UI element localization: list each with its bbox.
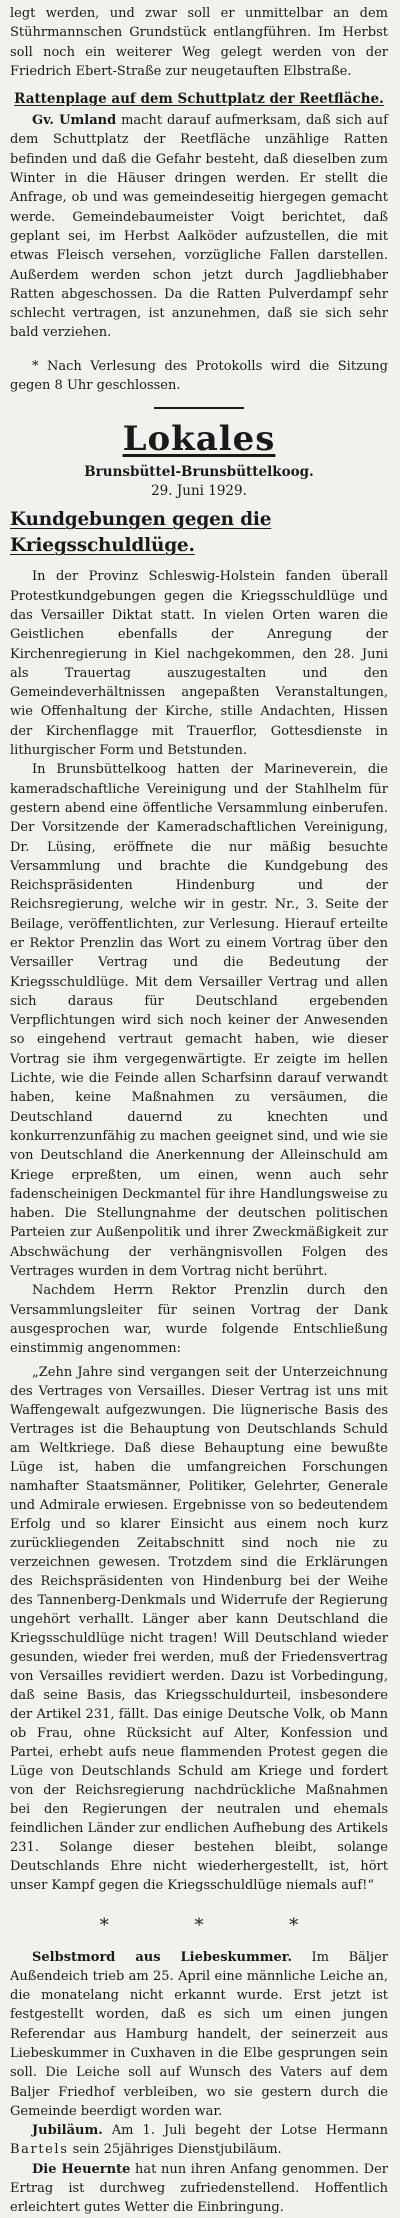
- closing-star: *: [32, 358, 39, 374]
- section-divider: [154, 407, 244, 409]
- article-heading: Kundgebungen gegen die Kriegsschuldlüge.: [10, 509, 272, 557]
- closing-text: Nach Verlesung des Protokolls wird die Sitzung gegen 8 Uhr geschlossen.: [10, 358, 388, 394]
- rats-text: macht darauf aufmerksam, daß sich auf dem Schuttplatz der Reetfläche unzählige Ratten befinden und daß die Gefahr besteht, daß dieselben zum Winter in die Häuser dringen werden. Er stellt die Anfrage, ob und was gemeindeseitig hiergegen gemacht werde. Gemeindebaumeister Voigt berichtet, daß geplant sei, im Herbst Aalköder aufzustellen, die mit etwas Fleisch versehen, vorzügliche Fallen darstellen. Außerdem werden schon jetzt durch Jagdliebhaber Ratten abgeschossen. Da die Ratten Pulverdampf sehr schlecht vertragen, ist anzunehmen, daß sie sich sehr bald verziehen.: [10, 113, 388, 341]
- news-harvest: [10, 2160, 388, 2218]
- section-title: Lokales: [122, 419, 276, 460]
- news-harvest-lead: Die Heuernte: [32, 2161, 131, 2177]
- article-paragraph-2: In Brunsbüttelkoog hatten der Marineverein, die kameradschaftliche Vereinigung und der Stahlhelm für gestern abend eine öffentliche Versammlung einberufen. Der Vorsitzende der Kameradschaftlichen Vereinigung, Dr. Lüsing, eröffnete die nur mäßig besuchte Versammlung und brachte die Kundgebung des Reichspräsidenten Hindenburg und der Reichsregierung, welche wir in gestr. Nr., 3. Seite der Beilage, veröffentlichten, zur Verlesung. Hierauf erteilte er Rektor Prenzlin das Wort zu einem Vortrag über den Versailler Vertrag und die Bedeutung der Kriegsschuldlüge. Mit dem Versailler Vertrag und allen sich daraus für Deutschland ergebenden Verpflichtungen wird sich noch keiner der Anwesenden so eingehend vertraut gemacht haben, wie dieser Vortrag sie ihm vergegenwärtigte. Er zeigte im hellen Lichte, wie die Feinde allen Scharfsinn darauf verwandt haben, keine Maßnahmen zu versäumen, die Deutschland dauernd zu knechten und konkurrenzunfähig zu machen geeignet sind, und wie sie von Deutschland die Anerkennung der Alleinschuld am Kriege erpreßten, um einen, wenn auch sehr fadenscheinigen Deckmantel für ihre Handlungsweise zu haben. Die Stellungnahme der deutschen politischen Parteien zur Außenpolitik und ihrer Zweckmäßigkeit zur Abschwächung der verhängnisvollen Folgen des Vertrages wurden in dem Vortrag nicht berührt.: [10, 762, 388, 1280]
- rats-speaker: Gv. Umland: [32, 113, 117, 129]
- article-paragraph-3: Nachdem Herrn Rektor Prenzlin durch den Versammlungsleiter für seinen Vortrag der Dank ausgesprochen war, wurde folgende Entschließung einstimmig angenommen:: [10, 1283, 388, 1357]
- news-suicide-lead: Selbstmord aus Liebeskummer.: [32, 1949, 292, 1965]
- news-harvest-text: hat nun ihren Anfang genommen. Der Ertrag ist durchweg zufriedenstellend. Hoffentlich erleichtert gutes Wetter die Einbringung.: [10, 2161, 388, 2216]
- article-paragraph-1: In der Provinz Schleswig-Holstein fanden überall Protestkundgebungen gegen die Kriegsschuldlüge und das Versailler Diktat statt. In vielen Orten waren die Geistlichen ebenfalls der Anregung der Kirchenregierung in Kiel nachgekommen, den 28. Juni als Trauertag auszugestalten und den Gemeindeverhältnissen angepaßten Veranstaltungen, wie Offenhaltung der Kirche, stille Andachten, Hissen der Kirchenflagge mit Trauerflor, Gottesdienste in lithurgischer Form und Betstunden.: [10, 569, 388, 759]
- news-jubilee-text-before: Am 1. Juli begeht der Lotse Hermann: [111, 2123, 388, 2139]
- stars-divider: * * *: [99, 1914, 339, 1936]
- news-jubilee: [10, 2121, 388, 2160]
- rats-paragraph: [10, 111, 388, 343]
- news-suicide: [10, 1948, 388, 2122]
- resolution-paragraph: „Zehn Jahre sind vergangen seit der Unterzeichnung des Vertrages von Versailles. Dieser Vertrag ist uns mit Waffengewalt aufgezwungen. Die lügnerische Basis des Vertrages ist die Behauptung von Deutschlands Schuld am Weltkriege. Daß diese Behauptung eine bewußte Lüge ist, haben die umfangreichen Forschungen namhafter Staatsmänner, Politiker, Gelehrter, Generale und Admirale erwiesen. Ergebnisse von so bedeutendem Erfolg und so klarer Einsicht aus einem noch kurz zurückliegenden Zeitabschnitt sind noch nie zu verzeichnen gewesen. Trotzdem sind die Erklärungen des Reichspräsidenten von Hindenburg bei der Weihe des Tannenberg-Denkmals und Widerrufe der Regierung ungehört verhallt. Länger aber kann Deutschland die Kriegsschuldlüge nicht tragen! Will Deutschland wieder gesunden, wieder frei werden, muß der Friedensvertrag von Versailles revidiert werden. Dazu ist Vorbedingung, daß seine Basis, das Kriegsschuldurteil, insbesondere der Artikel 231, fällt. Das einige Deutsche Volk, ob Mann ob Frau, ohne Rücksicht auf Alter, Konfession und Partei, erhebt aufs neue flammenden Protest gegen die Lüge von Deutschlands Schuld am Kriege und fordert von der Reichsregierung nachdrückliche Maßnahmen bei den Regierungen der neutralen und ehemals feindlichen Länder zur endlichen Aufhebung des Artikels 231. Solange dieser bestehen bleibt, solange Deutschlands Ehre nicht wiederhergestellt, ist, hört unser Kampf gegen die Kriegsschuldlüge niemals auf!“: [10, 1364, 388, 1893]
- news-jubilee-name: Bartels: [10, 2142, 69, 2158]
- section-date: 29. Juni 1929.: [151, 483, 247, 500]
- closing-paragraph: [10, 357, 388, 396]
- news-jubilee-text-after: sein 25jähriges Dienstjubiläum.: [72, 2142, 282, 2158]
- news-suicide-text: Im Bäljer Außendeich trieb am 25. April eine männliche Leiche an, die monatelang nicht erkannt wurde. Erst jetzt ist festgestellt worden, daß es sich um einen jungen Referendar aus Hamburg handelt, der seinerzeit aus Liebeskummer in Cuxhaven in die Elbe gesprungen sein soll. Die Leiche soll auf Wunsch des Vaters auf dem Baljer Friedhof verbleiben, wo sie gestern durch die Gemeinde beerdigt worden war.: [10, 1949, 388, 2119]
- news-jubilee-lead: Jubiläum.: [32, 2123, 103, 2139]
- rats-heading: Rattenplage auf dem Schuttplatz der Reetfläche.: [14, 91, 384, 108]
- top-paragraph: legt werden, und zwar soll er unmittelbar an dem Stührmannschen Grundstück entlangführen. Im Herbst soll noch ein weiterer Weg gelegt werden von der Friedrich Ebert-Straße zur neugetauften Elbstraße.: [10, 6, 388, 79]
- section-place: Brunsbüttel-Brunsbüttelkoog.: [84, 464, 314, 481]
